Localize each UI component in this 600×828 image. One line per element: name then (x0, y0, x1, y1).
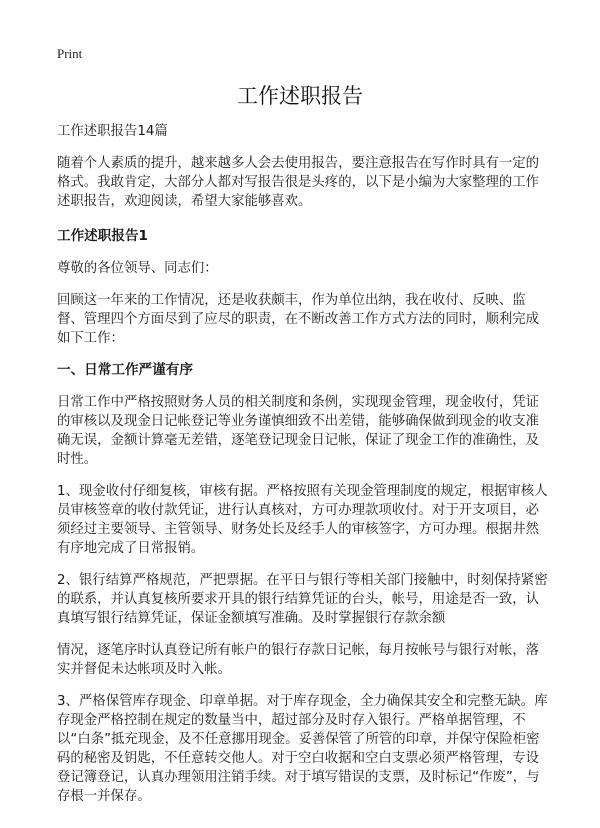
subheading: 一、日常工作严谨有序 (57, 362, 193, 378)
page-title: 工作述职报告 (237, 84, 363, 108)
print-label[interactable]: Print (57, 46, 83, 61)
document-body (57, 122, 549, 819)
body-paragraph: 2、银行结算严格规范，严把票据。在平日与银行等相关部门接触中，时刻保持紧密的联系，并认真复核所要求开具的银行结算凭证的台头，帐号，用途是否一致，认真填写银行结算凭证，保证金额填写准确。及时掌握银行存款余额 (57, 573, 548, 626)
document-subtitle: 工作述职报告14篇 (57, 124, 168, 139)
greeting-paragraph: 尊敬的各位领导、同志们： (57, 261, 218, 276)
body-paragraph: 1、现金收付仔细复核，审核有据。严格按照有关现金管理制度的规定，根据审核人员审核签章的收付款凭证，进行认真核对，方可办理款项收付。对于开支项目，必须经过主要领导、主管领导、财务处长及经手人的审核签字，方可办理。根据井然有序地完成了日常报销。 (57, 484, 548, 556)
intro-paragraph: 随着个人素质的提升，越来越多人会去使用报告，要注意报告在写作时具有一定的格式。我敢肯定，大部分人都对写报告很是头疼的，以下是小编为大家整理的工作述职报告，欢迎阅读，希望大家能够喜欢。 (57, 156, 540, 209)
body-paragraph: 情况，逐笔序时认真登记所有帐户的银行存款日记帐，每月按帐号与银行对帐，落实并督促未达帐项及时入帐。 (57, 643, 540, 677)
body-paragraph: 日常工作中严格按照财务人员的相关制度和条例，实现现金管理，现金收付，凭证的审核以及现金日记帐登记等业务谨慎细致不出差错，能够确保做到现金的收支准确无误，金额计算毫无差错，逐笔登记现金日记帐，保证了现金工作的准确性，及时性。 (57, 395, 540, 467)
body-paragraph: 回顾这一年来的工作情况，还是收获颇丰，作为单位出纳，我在收付、反映、监督、管理四个方面尽到了应尽的职责，在不断改善工作方式方法的同时，顺利完成如下工作： (57, 293, 540, 346)
section-heading: 工作述职报告1 (57, 228, 149, 244)
body-paragraph: 3、严格保管库存现金、印章单据。对于库存现金，全力确保其安全和完整无缺。库存现金严格控制在规定的数量当中，超过部分及时存入银行。严格单据管理，不以“白条”抵充现金，及不任意挪用现金。妥善保管了所管的印章，并保守保险柜密码的秘密及钥匙，不任意转交他人。对于空白收据和空白支票必须严格管理，专设登记簿登记，认真办理领用注销手续。对于填写错误的支票，及时标记“作废”，与存根一并保存。 (57, 694, 548, 804)
